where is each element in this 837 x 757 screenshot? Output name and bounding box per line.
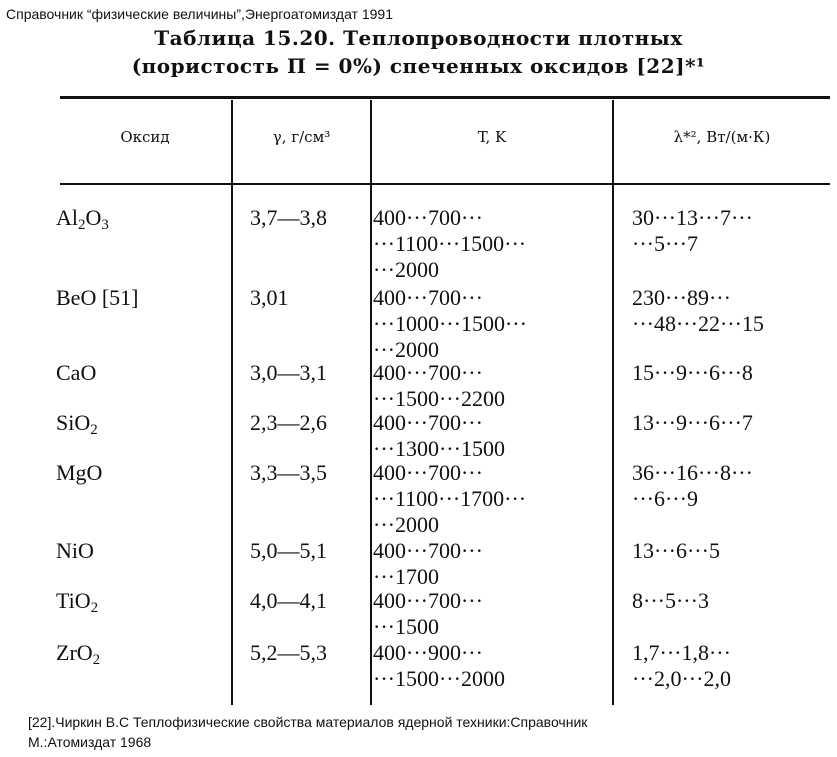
header-conductivity: λ*², Вт/(м·К) xyxy=(673,128,771,146)
conductivity-cell xyxy=(632,460,753,512)
density-cell: 3,3—3,5 xyxy=(250,460,327,485)
header-rule xyxy=(60,183,830,185)
oxide-cell xyxy=(56,285,138,311)
temperature-line: 400···700··· xyxy=(373,538,483,563)
conductivity-line: 1,7···1,8··· xyxy=(632,640,731,665)
density-cell: 5,0—5,1 xyxy=(250,538,327,563)
conductivity-line: ···2,0···2,0 xyxy=(632,666,731,691)
oxide-oxide-base: BeO [51] xyxy=(56,285,139,310)
temperature-line: 400···700··· xyxy=(373,460,483,485)
oxide-oxide-base: TiO xyxy=(56,588,91,613)
oxide-oxide-base: ZrO xyxy=(56,640,93,665)
conductivity-line: 30···13···7··· xyxy=(632,205,753,230)
temperature-line: 400···700··· xyxy=(373,285,483,310)
oxide-oxide-sub2: 2 xyxy=(92,652,101,668)
temperature-cell xyxy=(373,360,505,412)
temperature-line: ···1300···1500 xyxy=(373,436,505,461)
temperature-line: ···1500···2000 xyxy=(373,666,505,691)
conductivity-cell xyxy=(632,410,753,436)
conductivity-line: 13···6···5 xyxy=(632,538,720,563)
oxide-oxide-sub1: 2 xyxy=(78,217,86,233)
temperature-cell xyxy=(373,285,527,363)
oxide-oxide-sub2: 2 xyxy=(90,600,99,616)
density-cell: 3,01 xyxy=(250,285,289,310)
table-title-line1: Таблица 15.20. Теплопроводности плотных xyxy=(154,26,683,50)
temperature-line: 400···700··· xyxy=(373,410,483,435)
conductivity-line: 230···89··· xyxy=(632,285,731,310)
temperature-line: 400···700··· xyxy=(373,205,483,230)
density-cell: 3,7—3,8 xyxy=(250,205,327,230)
oxide-oxide-base: SiO xyxy=(56,410,91,435)
temperature-line: ···1100···1700··· xyxy=(373,486,527,511)
temperature-line: 400···700··· xyxy=(373,360,483,385)
temperature-cell xyxy=(373,460,526,538)
header-oxide: Оксид xyxy=(120,128,170,146)
oxide-oxide-base: NiO xyxy=(56,538,94,563)
temperature-line: 400···900··· xyxy=(373,640,483,665)
oxide-cell xyxy=(56,360,96,386)
header-density: γ, г/см³ xyxy=(272,128,331,146)
temperature-line: ···1100···1500··· xyxy=(373,231,527,256)
conductivity-cell xyxy=(632,640,731,692)
conductivity-line: 15···9···6···8 xyxy=(632,360,753,385)
conductivity-cell xyxy=(632,285,764,337)
temperature-cell xyxy=(373,538,483,590)
conductivity-line: 36···16···8··· xyxy=(632,460,753,485)
temperature-line: ···1500···2200 xyxy=(373,386,505,411)
conductivity-cell xyxy=(632,538,720,564)
oxide-cell xyxy=(56,588,98,614)
oxide-cell xyxy=(56,410,98,436)
oxide-cell xyxy=(56,640,100,666)
conductivity-line: 8···5···3 xyxy=(632,588,709,613)
oxide-oxide-mid: O xyxy=(85,205,102,230)
density-cell: 5,2—5,3 xyxy=(250,640,327,665)
temperature-cell xyxy=(373,588,483,640)
oxide-oxide-base: Al xyxy=(56,205,78,230)
oxide-cell xyxy=(56,538,94,564)
top-rule xyxy=(60,96,830,99)
temperature-line: ···2000 xyxy=(373,512,439,537)
conductivity-line: ···5···7 xyxy=(632,231,698,256)
density-cell: 4,0—4,1 xyxy=(250,588,327,613)
conductivity-cell xyxy=(632,588,709,614)
oxide-oxide-sub2: 3 xyxy=(101,217,109,233)
oxide-oxide-sub2: 2 xyxy=(90,422,98,438)
conductivity-line: 13···9···6···7 xyxy=(632,410,753,435)
col-divider-2 xyxy=(370,100,372,705)
source-line: Справочник “физические величины”,Энергоатомиздат 1991 xyxy=(6,6,393,22)
conductivity-line: ···48···22···15 xyxy=(632,311,764,336)
col-divider-1 xyxy=(231,100,233,705)
temperature-cell xyxy=(373,640,505,692)
density-cell: 2,3—2,6 xyxy=(250,410,327,435)
density-cell: 3,0—3,1 xyxy=(250,360,327,385)
temperature-line: 400···700··· xyxy=(373,588,483,613)
temperature-line: ···2000 xyxy=(373,337,439,362)
temperature-cell xyxy=(373,410,505,462)
table-title-line2: (пористость П = 0%) спеченных оксидов [22]*¹ xyxy=(131,54,706,78)
oxide-cell xyxy=(56,205,109,231)
oxide-cell xyxy=(56,460,102,486)
conductivity-cell xyxy=(632,360,753,386)
temperature-line: ···1000···1500··· xyxy=(373,311,527,336)
temperature-cell xyxy=(373,205,526,283)
oxide-oxide-base: CaO xyxy=(56,360,97,385)
temperature-line: ···1700 xyxy=(373,564,439,589)
oxide-oxide-base: MgO xyxy=(56,460,103,485)
conductivity-line: ···6···9 xyxy=(632,486,698,511)
temperature-line: ···2000 xyxy=(373,257,439,282)
col-divider-3 xyxy=(612,100,614,705)
reference-line2: М.:Атомиздат 1968 xyxy=(28,734,152,750)
header-temperature: T, K xyxy=(477,128,507,146)
reference-line1: [22].Чиркин В.С Теплофизические свойства материалов ядерной техники:Справочник xyxy=(28,714,588,730)
temperature-line: ···1500 xyxy=(373,614,439,639)
conductivity-cell xyxy=(632,205,753,257)
reference xyxy=(28,712,587,752)
